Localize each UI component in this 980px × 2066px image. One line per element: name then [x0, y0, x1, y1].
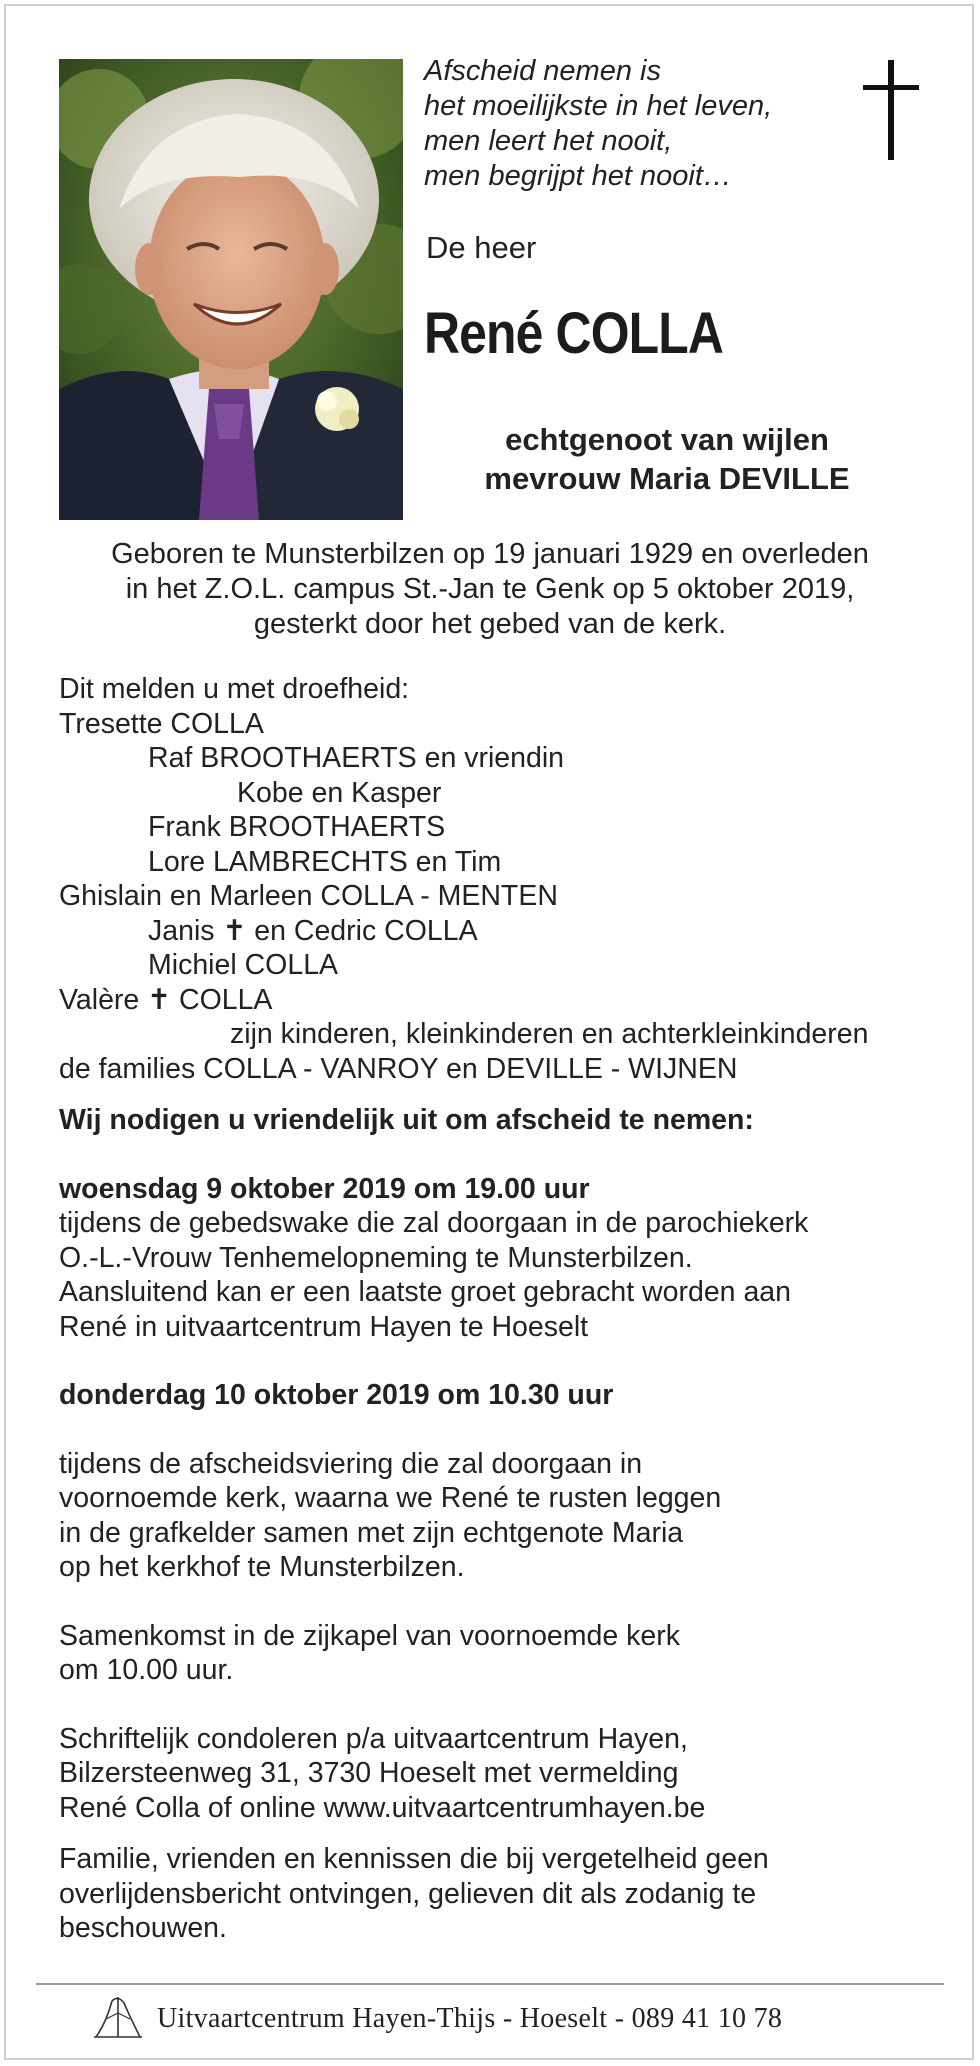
invitation-heading: Wij nodigen u vriendelijk uit om afscheid te nemen:	[59, 1104, 754, 1136]
tree-logo-icon	[92, 1993, 144, 2044]
condolence-line: Schriftelijk condoleren p/a uitvaartcentrum Hayen,	[59, 1722, 688, 1755]
family-member: Tresette COLLA	[59, 707, 264, 740]
family-intro: Dit melden u met droefheid:	[59, 673, 410, 705]
wake-line: René in uitvaartcentrum Hayen te Hoeselt	[59, 1310, 589, 1343]
spouse-line: echtgenoot van wijlen	[505, 422, 829, 457]
farewell-poem	[424, 54, 824, 194]
family-member: Michiel COLLA	[148, 949, 339, 981]
wake-line: tijdens de gebedswake die zal doorgaan in de parochiekerk	[59, 1207, 809, 1239]
gathering-line: Samenkomst in de zijkapel van voornoemde kerk	[59, 1619, 680, 1652]
funeral-line: in de grafkelder samen met zijn echtgenote Maria	[59, 1516, 684, 1549]
extended-families: de families COLLA - VANROY en DEVILLE - WIJNEN	[59, 1052, 738, 1085]
funeral-heading: donderdag 10 oktober 2019 om 10.30 uur	[59, 1379, 614, 1411]
funeral-home-contact: Uitvaartcentrum Hayen-Thijs - Hoeselt - 089 41 10 78	[157, 2003, 783, 2034]
funeral-line: voornoemde kerk, waarna we René te rusten leggen	[59, 1482, 722, 1514]
birth-line: in het Z.O.L. campus St.-Jan te Genk op 5 oktober 2019,	[125, 573, 855, 605]
wake-line: O.-L.-Vrouw Tenhemelopneming te Munsterbilzen.	[59, 1241, 693, 1274]
poem-line: Afscheid nemen is	[424, 55, 661, 87]
gathering-line: om 10.00 uur.	[59, 1654, 234, 1686]
footer-divider	[36, 1983, 944, 1985]
portrait-photo	[59, 59, 403, 520]
poem-line: het moeilijkste in het leven,	[424, 90, 773, 122]
spouse-info	[430, 420, 904, 498]
family-member: Lore LAMBRECHTS en Tim	[148, 845, 502, 878]
birth-line: Geboren te Munsterbilzen op 19 januari 1929 en overleden	[111, 538, 869, 570]
family-member: Valère ✝ COLLA	[59, 983, 273, 1016]
deceased-name: René COLLA	[424, 301, 724, 366]
funeral-home-footer	[92, 1993, 952, 2043]
family-member: Frank BROOTHAERTS	[148, 811, 446, 843]
condolence-line: Bilzersteenweg 31, 3730 Hoeselt met vermelding	[59, 1757, 679, 1789]
poem-line: men begrijpt het nooit…	[424, 160, 732, 192]
notice-line: Familie, vrienden en kennissen die bij vergetelheid geen	[59, 1843, 769, 1875]
family-member: Ghislain en Marleen COLLA - MENTEN	[59, 880, 558, 912]
notice-line: beschouwen.	[59, 1912, 227, 1944]
poem-line: men leert het nooit,	[424, 125, 673, 157]
family-member: Raf BROOTHAERTS en vriendin	[148, 742, 565, 774]
family-relation: zijn kinderen, kleinkinderen en achterkleinkinderen	[230, 1018, 869, 1050]
family-member: Janis ✝ en Cedric COLLA	[148, 914, 478, 947]
notice-line: overlijdensbericht ontvingen, gelieven dit als zodanig te	[59, 1877, 757, 1910]
wake-heading: woensdag 9 oktober 2019 om 19.00 uur	[59, 1172, 590, 1205]
spouse-line: mevrouw Maria DEVILLE	[484, 461, 850, 496]
funeral-line: op het kerkhof te Munsterbilzen.	[59, 1551, 465, 1583]
birth-death-info	[40, 537, 940, 642]
birth-line: gesterkt door het gebed van de kerk.	[253, 608, 727, 640]
condolence-line: René Colla of online www.uitvaartcentrumhayen.be	[59, 1791, 706, 1824]
funeral-line: tijdens de afscheidsviering die zal doorgaan in	[59, 1447, 643, 1480]
salutation: De heer	[426, 230, 537, 265]
family-member: Kobe en Kasper	[237, 776, 442, 809]
cross-icon	[863, 60, 919, 165]
wake-line: Aansluitend kan er een laatste groet gebracht worden aan	[59, 1276, 791, 1308]
announcement-body	[59, 672, 939, 1946]
